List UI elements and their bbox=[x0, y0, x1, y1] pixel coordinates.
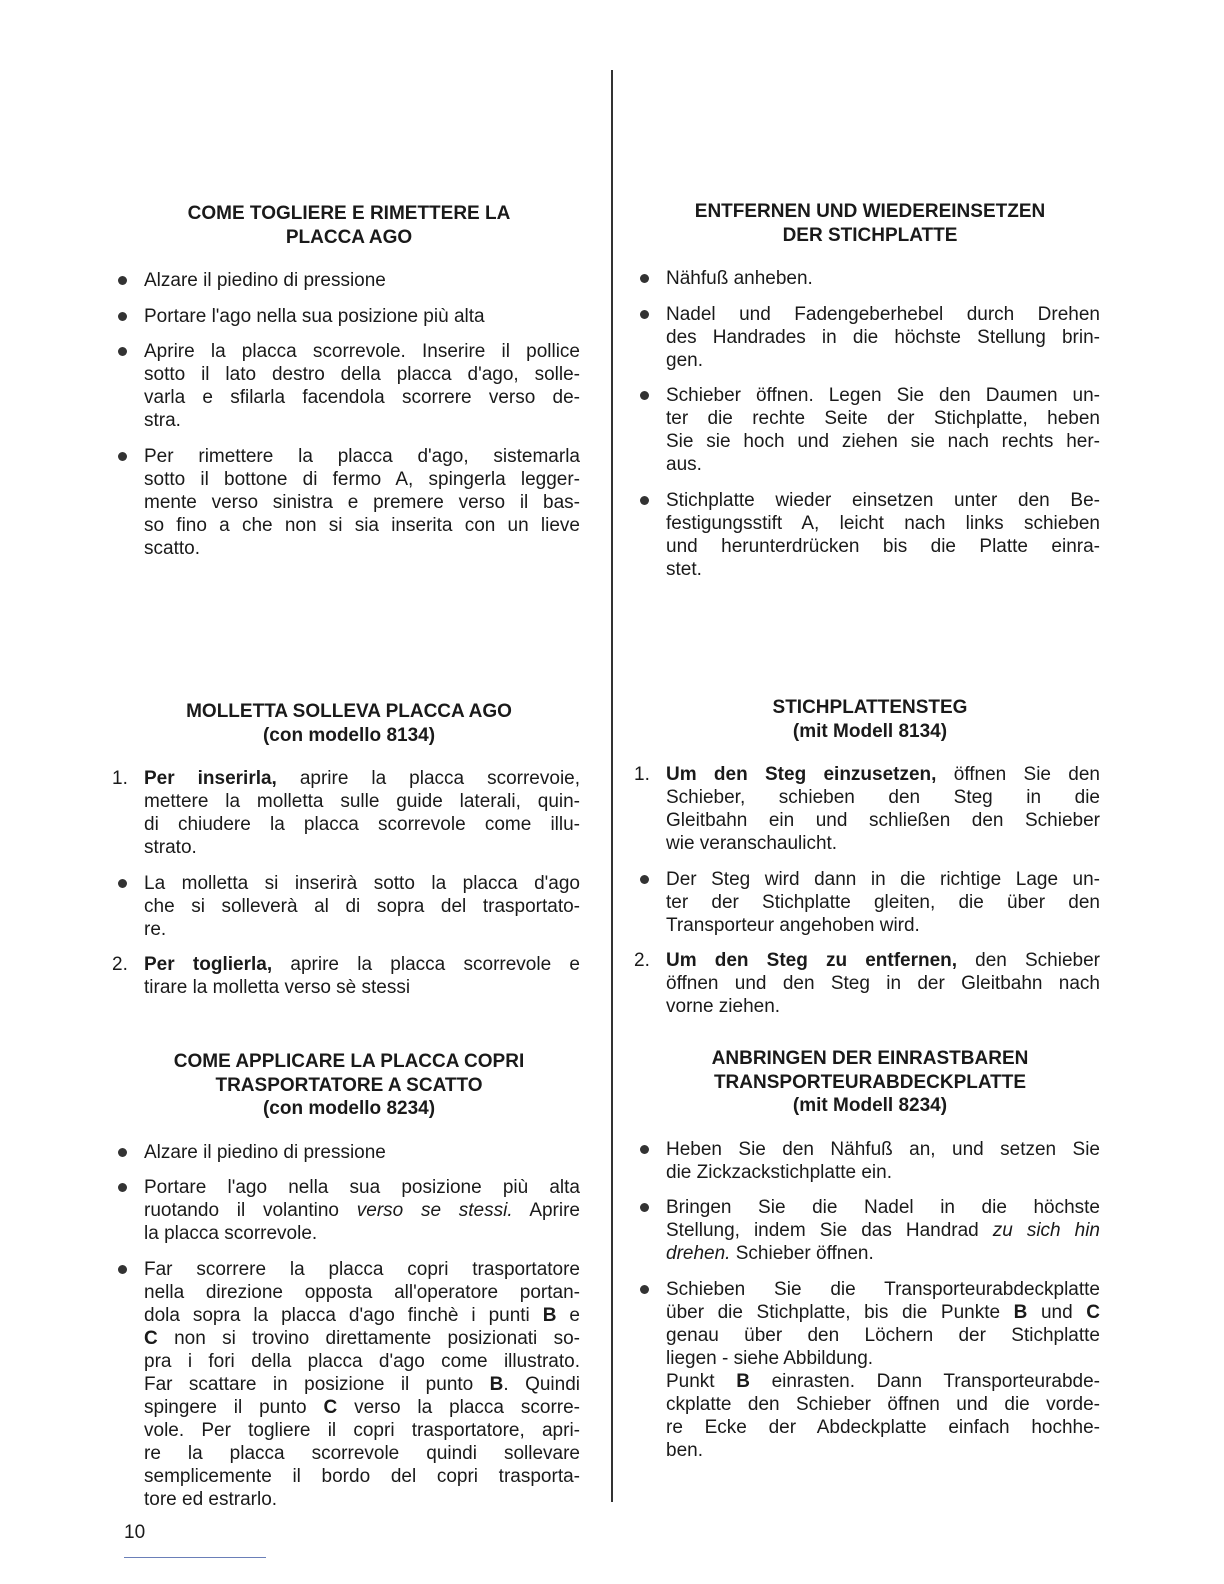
list-item: Portare l'ago nella sua posizione più alta bbox=[118, 305, 580, 328]
bullet-icon bbox=[640, 310, 649, 319]
list-item: 1. Per inserirla, aprire la placca scorrevoie, mettere la molletta sulle guide laterali, quin- di chiudere la placca scorrevole come illu- strato. bbox=[112, 768, 581, 858]
bullet-icon bbox=[640, 1285, 649, 1294]
page-number: 10 bbox=[124, 1522, 146, 1543]
list-item: Aprire la placca scorrevole. Inserire il pollice sotto il lato destro della placca d'ago, solle- varla e sfilarla facendola scorrere verso de- stra. bbox=[118, 340, 580, 432]
bullet-icon bbox=[640, 496, 649, 505]
bullet-icon bbox=[118, 1265, 127, 1274]
section-heading: COME TOGLIERE E RIMETTERE LA PLACCA AGO bbox=[187, 203, 511, 248]
bullet-icon bbox=[118, 1183, 127, 1192]
list-item: Portare l'ago nella sua posizione più alta ruotando il volantino verso se stessi. Aprire la placca scorrevole. bbox=[118, 1176, 580, 1245]
list-item: Bringen Sie die Nadel in die höchste Stellung, indem Sie das Handrad zu sich hin drehen. Schieber öffnen. bbox=[640, 1196, 1100, 1265]
section-feed-cover-plate-de bbox=[640, 1047, 1100, 1474]
section-heading: ENTFERNEN UND WIEDEREINSETZEN DER STICHPLATTE bbox=[694, 201, 1046, 246]
bullet-icon bbox=[118, 452, 127, 461]
list-item: Nähfuß anheben. bbox=[640, 267, 1100, 290]
bullet-icon bbox=[118, 347, 127, 356]
bullet-icon bbox=[118, 879, 127, 888]
instruction-list bbox=[640, 1138, 1100, 1462]
section-remove-needle-plate-it bbox=[118, 202, 580, 572]
list-item: Stichplatte wieder einsetzen unter den Be- festigungsstift A, leicht nach links schieben und herunterdrücken bis die Platte einra- stet. bbox=[640, 489, 1100, 581]
list-item: 2. Per toglierla, aprire la placca scorrevole e tirare la molletta verso sè stessi bbox=[112, 954, 580, 998]
instruction-list bbox=[634, 763, 1101, 1018]
bullet-icon bbox=[640, 391, 649, 400]
bullet-icon bbox=[118, 312, 127, 321]
section-heading: STICHPLATTENSTEG (mit Modell 8134) bbox=[772, 697, 968, 742]
bullet-icon bbox=[118, 276, 127, 285]
footer-rule bbox=[124, 1557, 266, 1558]
bullet-icon bbox=[640, 1145, 649, 1154]
column-divider bbox=[611, 70, 613, 1502]
list-item: 2. Um den Steg zu entfernen, den Schieber öffnen und den Steg in der Gleitbahn nach vorne ziehen. bbox=[634, 950, 1100, 1017]
instruction-list bbox=[118, 1141, 580, 1511]
section-remove-needle-plate-de bbox=[640, 200, 1100, 593]
section-feed-cover-plate-it bbox=[118, 1050, 580, 1523]
instruction-list bbox=[640, 267, 1100, 581]
list-item: Schieben Sie die Transporteurabdeckplatte über die Stichplatte, bis die Punkte B und C genau über den Löchern der Stichplatte liegen - siehe Abbildung. Punkt B einrasten. Dann Transporteurabde- ckplatte den Schieber öffnen und die vorde- re Ecke der Abdeckplatte einfach hochhe- ben. bbox=[640, 1278, 1100, 1462]
section-heading: ANBRINGEN DER EINRASTBAREN TRANSPORTEURABDECKPLATTE (mit Modell 8234) bbox=[711, 1048, 1029, 1116]
list-item: Alzare il piedino di pressione bbox=[118, 1141, 580, 1164]
list-item: Schieber öffnen. Legen Sie den Daumen un- ter die rechte Seite der Stichplatte, heben Sie sie hoch und ziehen sie nach rechts her- aus. bbox=[640, 384, 1100, 476]
list-item: 1. Um den Steg einzusetzen, öffnen Sie den Schieber, schieben den Steg in die Gleitbahn ein und schließen den Schieber wie veranschaulicht. bbox=[634, 764, 1101, 854]
instruction-list bbox=[118, 269, 580, 560]
section-heading: COME APPLICARE LA PLACCA COPRI TRASPORTATORE A SCATTO (con modello 8234) bbox=[173, 1051, 525, 1119]
list-item: La molletta si inserirà sotto la placca d'ago che si solleverà al di sopra del trasportato- re. bbox=[118, 872, 580, 941]
section-heading: MOLLETTA SOLLEVA PLACCA AGO (con modello 8134) bbox=[186, 701, 512, 746]
bullet-icon bbox=[118, 1148, 127, 1157]
bullet-icon bbox=[640, 274, 649, 283]
section-spring-clip-it bbox=[112, 700, 581, 1012]
instruction-list bbox=[112, 767, 581, 999]
bullet-icon bbox=[640, 1203, 649, 1212]
list-item: Alzare il piedino di pressione bbox=[118, 269, 580, 292]
section-plate-bridge-de bbox=[634, 696, 1101, 1031]
bullet-icon bbox=[640, 875, 649, 884]
list-item: Far scorrere la placca copri trasportatore nella direzione opposta all'operatore portan- dola sopra la placca d'ago finchè i punti B e C non si trovino direttamente posizionati so- pra i fori della placca d'ago come illustrato. Far scattare in posizione il punto B. Quindi spingere il punto C verso la placca scorre- vole. Per togliere il copri trasportatore, apri- re la placca scorrevole quindi sollevare semplicemente il bordo del copri trasporta- tore ed estrarlo. bbox=[118, 1258, 580, 1511]
list-item: Der Steg wird dann in die richtige Lage un- ter der Stichplatte gleiten, die über den Transporteur angehoben wird. bbox=[640, 868, 1100, 937]
list-item: Nadel und Fadengeberhebel durch Drehen des Handrades in die höchste Stellung brin- gen. bbox=[640, 303, 1100, 372]
list-item: Heben Sie den Nähfuß an, und setzen Sie die Zickzackstichplatte ein. bbox=[640, 1138, 1100, 1184]
list-item: Per rimettere la placca d'ago, sistemarla sotto il bottone di fermo A, spingerla legger- mente verso sinistra e premere verso il bas- so fino a che non si sia inserita con un lieve scatto. bbox=[118, 445, 580, 560]
